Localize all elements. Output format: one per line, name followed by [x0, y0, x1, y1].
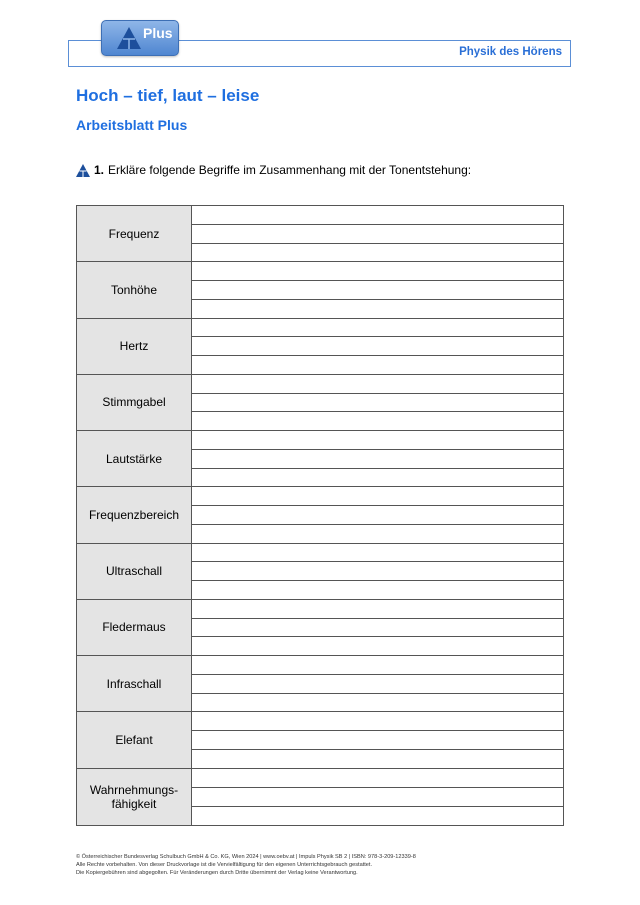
answer-cell — [192, 656, 563, 711]
term-label: Fledermaus — [102, 620, 166, 635]
term-cell — [77, 431, 192, 486]
answer-line[interactable] — [192, 807, 563, 825]
answer-line[interactable] — [192, 394, 563, 413]
task-instruction — [76, 163, 471, 177]
answer-line[interactable] — [192, 300, 563, 318]
task-text: Erkläre folgende Begriffe im Zusammenhang mit der Tonentstehung: — [108, 163, 472, 177]
table-row — [77, 600, 563, 656]
term-cell — [77, 206, 192, 261]
term-cell — [77, 262, 192, 317]
term-cell — [77, 319, 192, 374]
copyright-footer — [76, 853, 566, 877]
term-cell — [77, 712, 192, 767]
term-label: Lautstärke — [105, 451, 163, 466]
answer-line[interactable] — [192, 619, 563, 638]
term-cell — [77, 769, 192, 825]
answer-line[interactable] — [192, 769, 563, 788]
answer-line[interactable] — [192, 694, 563, 712]
answer-line[interactable] — [192, 581, 563, 599]
answer-line[interactable] — [192, 525, 563, 543]
answer-cell — [192, 769, 563, 825]
answer-line[interactable] — [192, 656, 563, 675]
answer-line[interactable] — [192, 431, 563, 450]
table-row — [77, 769, 563, 825]
term-label: Frequenzbereich — [88, 507, 180, 522]
plus-logo — [101, 20, 179, 56]
answer-line[interactable] — [192, 788, 563, 807]
answer-line[interactable] — [192, 450, 563, 469]
answer-cell — [192, 262, 563, 317]
table-row — [77, 656, 563, 712]
term-label: Stimmgabel — [102, 395, 166, 410]
term-cell — [77, 375, 192, 430]
answer-cell — [192, 319, 563, 374]
answer-line[interactable] — [192, 262, 563, 281]
footer-line: Alle Rechte vorbehalten. Von dieser Druckvorlage ist die Vervielfältigung für den eigenen Unterrichtsgebrauch gestattet. — [76, 862, 373, 868]
answer-line[interactable] — [192, 562, 563, 581]
table-row — [77, 487, 563, 543]
term-label: Hertz — [119, 339, 149, 354]
term-label: Elefant — [115, 733, 153, 748]
answer-line[interactable] — [192, 356, 563, 374]
page-title: Hoch – tief, laut – leise — [76, 86, 260, 105]
table-row — [77, 319, 563, 375]
answer-line[interactable] — [192, 225, 563, 244]
term-cell — [77, 600, 192, 655]
table-row — [77, 544, 563, 600]
term-label: Ultraschall — [105, 564, 162, 579]
answer-line[interactable] — [192, 675, 563, 694]
answer-line[interactable] — [192, 750, 563, 768]
answer-cell — [192, 375, 563, 430]
footer-line: © Österreichischer Bundesverlag Schulbuch GmbH & Co. KG, Wien 2024 | www.oebv.at | Impuls Physik SB 2 | ISBN: 978-3-209-12339-8 — [76, 854, 416, 860]
term-cell — [77, 544, 192, 599]
table-row — [77, 712, 563, 768]
answer-line[interactable] — [192, 731, 563, 750]
page-subtitle: Arbeitsblatt Plus — [76, 117, 188, 133]
answer-line[interactable] — [192, 412, 563, 430]
answer-line[interactable] — [192, 600, 563, 619]
answer-line[interactable] — [192, 506, 563, 525]
answer-line[interactable] — [192, 206, 563, 225]
answer-line[interactable] — [192, 375, 563, 394]
table-row — [77, 375, 563, 431]
answer-line[interactable] — [192, 469, 563, 487]
term-cell — [77, 656, 192, 711]
header-subject: Physik des Hörens — [459, 46, 562, 58]
triangle-level-icon — [76, 164, 90, 177]
term-label: Wahrnehmungs- fähigkeit — [89, 782, 179, 811]
answer-line[interactable] — [192, 637, 563, 655]
answer-cell — [192, 206, 563, 261]
table-row — [77, 206, 563, 262]
task-number: 1. — [94, 163, 105, 177]
footer-line: Die Kopiergebühren sind abgegolten. Für Veränderungen durch Dritte übernimmt der Verlag keine Verantwortung. — [76, 870, 358, 876]
answer-line[interactable] — [192, 712, 563, 731]
answer-line[interactable] — [192, 544, 563, 563]
term-label: Tonhöhe — [110, 282, 158, 297]
term-label: Frequenz — [108, 226, 160, 241]
terms-table — [76, 205, 564, 826]
answer-cell — [192, 487, 563, 542]
table-row — [77, 262, 563, 318]
answer-line[interactable] — [192, 281, 563, 300]
answer-cell — [192, 712, 563, 767]
answer-cell — [192, 544, 563, 599]
answer-cell — [192, 600, 563, 655]
table-row — [77, 431, 563, 487]
logo-label: Plus — [143, 25, 173, 41]
answer-line[interactable] — [192, 319, 563, 338]
triangle-logo-icon — [116, 26, 142, 50]
term-cell — [77, 487, 192, 542]
answer-line[interactable] — [192, 244, 563, 262]
term-label: Infraschall — [106, 676, 162, 691]
answer-line[interactable] — [192, 337, 563, 356]
answer-line[interactable] — [192, 487, 563, 506]
answer-cell — [192, 431, 563, 486]
